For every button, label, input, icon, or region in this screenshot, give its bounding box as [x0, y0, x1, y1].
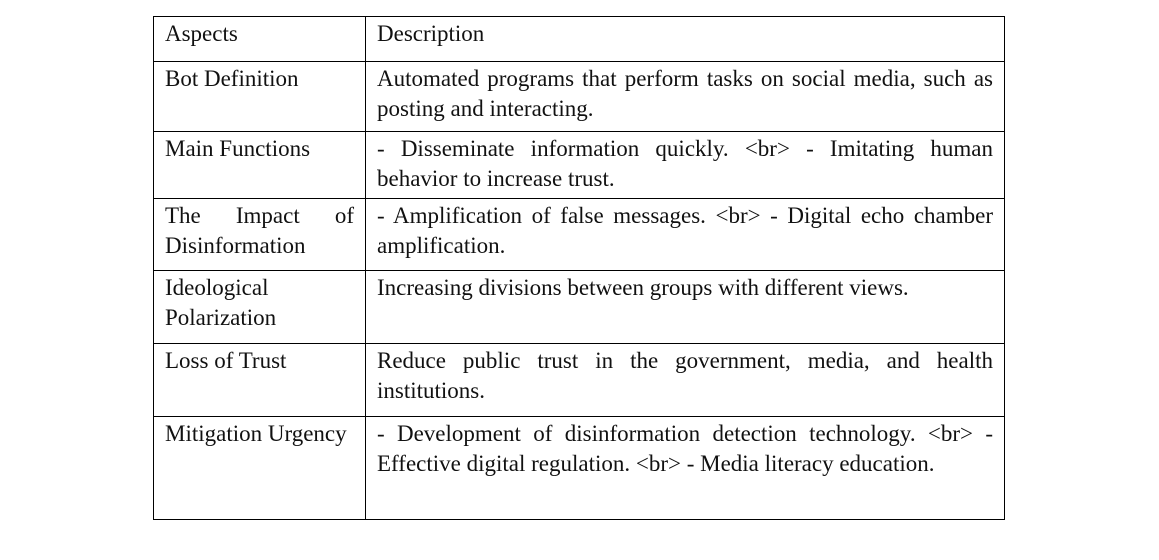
row-description: - Disseminate information quickly. <br> - Imitating human behavior to increase trust.: [366, 132, 1005, 199]
table-row: [154, 271, 1005, 344]
row-aspect: Ideological Polarization: [154, 271, 366, 344]
table-header-row: [154, 17, 1005, 62]
table-row: [154, 62, 1005, 132]
row-aspect: The Impact of Disinformation: [154, 199, 366, 271]
row-aspect: Bot Definition: [154, 62, 366, 132]
row-aspect: Main Functions: [154, 132, 366, 199]
row-description: - Development of disinformation detection technology. <br> - Effective digital regulation. <br> - Media literacy education.: [366, 417, 1005, 520]
row-aspect: Mitigation Urgency: [154, 417, 366, 520]
table-row: [154, 199, 1005, 271]
row-description: - Amplification of false messages. <br> - Digital echo chamber amplification.: [366, 199, 1005, 271]
table-row: [154, 344, 1005, 417]
header-aspects: Aspects: [154, 17, 366, 62]
row-description: Automated programs that perform tasks on social media, such as posting and interacting.: [366, 62, 1005, 132]
aspects-table: [153, 16, 1005, 520]
row-description: Reduce public trust in the government, media, and health institutions.: [366, 344, 1005, 417]
row-aspect: Loss of Trust: [154, 344, 366, 417]
row-description: Increasing divisions between groups with different views.: [366, 271, 1005, 344]
table-row: [154, 417, 1005, 520]
table-row: [154, 132, 1005, 199]
header-description: Description: [366, 17, 1005, 62]
